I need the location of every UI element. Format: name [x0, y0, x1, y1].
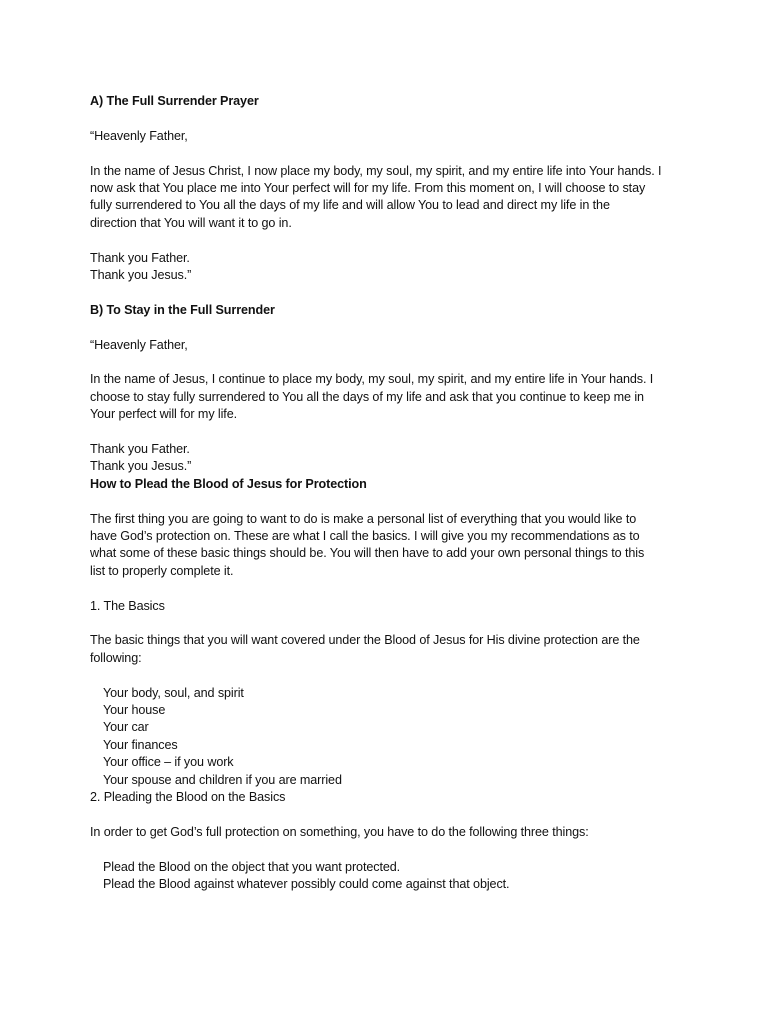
list-item: Plead the Blood on the object that you want protected. — [103, 859, 401, 874]
list-item: Plead the Blood against whatever possibly could come against that object. — [103, 877, 510, 892]
spacer — [90, 354, 690, 371]
basics-intro — [90, 632, 690, 667]
spacer — [90, 806, 690, 823]
basics-heading: 1. The Basics — [90, 598, 165, 613]
section-a-heading: A) The Full Surrender Prayer — [90, 94, 259, 108]
list-item: Your spouse and children if you are married — [103, 772, 342, 787]
list-item: Your car — [103, 720, 149, 735]
section-b-body — [90, 371, 690, 423]
section-a-salutation: “Heavenly Father, — [90, 128, 188, 143]
spacer — [90, 667, 690, 684]
pleading-list — [90, 859, 690, 894]
plead-intro-line: have God’s protection on. These are what I call the basics. I will give you my recommendations as to — [90, 529, 640, 544]
list-item: Your body, soul, and spirit — [103, 685, 244, 700]
section-a-body-line: now ask that You place me into Your perfect will for my life. From this moment on, I will choose to stay — [90, 181, 646, 195]
plead-intro-line: The first thing you are going to want to do is make a personal list of everything that you would like to — [90, 511, 637, 526]
spacer — [90, 284, 690, 301]
plead-intro-line: what some of these basic things should be. You will then have to add your own personal things to this — [90, 546, 645, 561]
plead-intro-line: list to properly complete it. — [90, 563, 234, 578]
list-item: Your finances — [103, 737, 178, 752]
document-content — [90, 93, 690, 893]
basics-intro-line: The basic things that you will want covered under the Blood of Jesus for His divine protection are the — [90, 633, 640, 648]
spacer — [90, 232, 690, 249]
spacer — [90, 841, 690, 858]
plead-intro — [90, 511, 690, 581]
basics-list — [90, 685, 690, 789]
section-a-body-line: fully surrendered to You all the days of my life and will allow You to lead and direct my life in the — [90, 198, 610, 213]
section-a-body-line: direction that You will want it to go in. — [90, 215, 292, 230]
section-b-closing-line: Thank you Father. — [90, 442, 190, 457]
list-item: Your house — [103, 703, 166, 718]
pleading-heading: 2. Pleading the Blood on the Basics — [90, 790, 286, 805]
spacer — [90, 493, 690, 510]
section-b-body-line: choose to stay fully surrendered to You all the days of my life and ask that you continue to keep me in — [90, 389, 644, 404]
section-a-closing-line: Thank you Jesus.” — [90, 268, 192, 283]
spacer — [90, 424, 690, 441]
section-b-closing-line: Thank you Jesus.” — [90, 459, 192, 474]
section-b-salutation: “Heavenly Father, — [90, 337, 188, 352]
section-a-closing-line: Thank you Father. — [90, 250, 190, 265]
spacer — [90, 580, 690, 597]
section-a-body — [90, 163, 690, 233]
list-item: Your office – if you work — [103, 755, 234, 770]
section-b-body-line: Your perfect will for my life. — [90, 407, 238, 422]
spacer — [90, 615, 690, 632]
spacer — [90, 145, 690, 162]
plead-heading: How to Plead the Blood of Jesus for Protection — [90, 476, 367, 491]
spacer — [90, 110, 690, 127]
section-a-body-line: In the name of Jesus Christ, I now place my body, my soul, my spirit, and my entire life into Your hands. I — [90, 163, 662, 178]
pleading-intro: In order to get God’s full protection on something, you have to do the following three things: — [90, 824, 589, 839]
section-b-body-line: In the name of Jesus, I continue to place my body, my soul, my spirit, and my entire life in Your hands. I — [90, 372, 654, 387]
spacer — [90, 319, 690, 336]
section-b-heading: B) To Stay in the Full Surrender — [90, 302, 275, 317]
basics-intro-line: following: — [90, 650, 142, 665]
